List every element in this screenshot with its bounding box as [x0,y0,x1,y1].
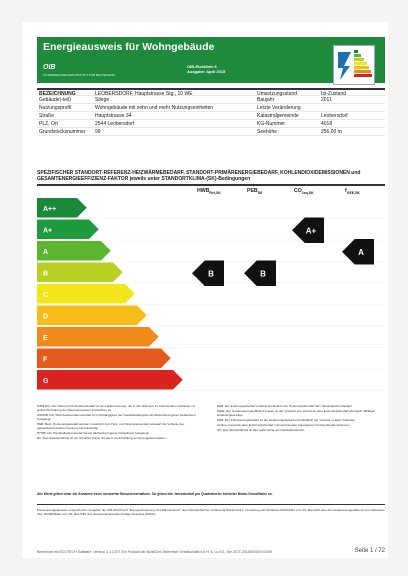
info-value-right: 256,00 m [321,129,342,135]
note-paragraph: EEB: Der Endenergiebedarf umfasst zusätzlich zum Heizenergiebedarf den Haushaltsstrombedarf. [217,404,353,408]
page-footer [37,550,385,554]
info-row [37,120,385,128]
scale-bar-label: D [43,313,49,321]
info-label: Gebäude(-teil) [39,97,71,103]
rating-arrow-co2 [292,218,324,244]
note-paragraph: HHSB: Der Haushaltsstrombedarf ist als flächenbezogener Defaultwert festgelegt. [37,431,150,435]
rating-scale-svg [37,184,385,394]
scale-bar-b [37,263,123,283]
info-label: PLZ, Ort [39,121,58,127]
info-label-right: Seehöhe [257,129,278,135]
rating-arrow-label: B [260,269,266,279]
note-paragraph: SK: Das Standortklima ist das reale Klima am Gebäudestandort. [217,428,306,432]
info-label: BEZEICHNUNG [39,91,76,97]
info-value: 2544 Leobersdorf [95,121,135,127]
notes-right-column [217,404,385,433]
scale-bar-aplus [37,220,99,240]
info-row [37,112,385,120]
info-value-right [321,104,385,111]
note-paragraph: CO2eq: Gesamte dem Endenergiebedarf zuzurechnenden äquivalenten Kohlendioxidemissionen. [217,423,351,427]
info-label-right: KG-Nummer [257,121,286,127]
info-label-right: Umsetzungsstand [257,91,298,97]
scale-bar-label: F [43,356,48,364]
scale-bar-label: A [43,248,49,256]
info-row [37,104,385,112]
scale-bar-a [37,241,111,261]
info-value-right: Ist-Zustand [321,91,347,97]
rating-arrow-label: A+ [305,226,317,236]
energy-rating-chart [37,184,385,394]
scale-bar-g [37,370,183,390]
certificate-title: Energieausweis für Wohngebäude [43,41,215,53]
column-header-co2: $CO_{2eq,SK}$ [294,188,314,196]
building-info-table [37,88,385,136]
scale-bar-f [37,349,171,369]
info-label: Nutzungsprofil [39,105,71,111]
scale-bar-label: E [43,334,48,342]
rating-arrow-peb [244,261,276,287]
info-value: 99 [95,129,101,135]
scale-bar-label: A++ [43,205,57,213]
rating-arrow-fgee [342,239,374,265]
legal-notice: Dieser Energieausweis entspricht den Vorgaben der OIB-Richtlinie 6 "Energieeinsparung und Wärmeschutz" des Österreichischen Instituts für Bautechnik in Umsetzung der Richtlinie 2010/31/EU vom 19. Mai 2010 über die Gesamtenergieeffizienz von Gebäuden bzw. 2018/844/EU vom 30. Mai 2018 und des Energieausweis-Vorlage-Gesetzes (EAVG). [37,504,385,516]
info-value: Wohngebäude mit zehn und mehr Nutzungseinheiten [95,105,214,111]
info-label-right: Katastralgemeinde [257,113,299,119]
directive-info [187,64,225,74]
energy-bars-icon [334,46,374,84]
page-number: Seite 1 / 72 [354,548,385,554]
column-header-peb: $PEB_{SK}$ [247,188,263,196]
section-heading: SPEZIFISCHER STANDORT-REFERENZ-HEIZWÄRMEBEDARF, STANDORT-PRIMÄRENERGIEBEDARF, KOHLENDIOXIDEMISSIONEN und GESAMTENERGIEEFFIZIENZ-FAKTOR jeweils unter STANDORTKLIMA-(SK)-Bedingungen [37,170,361,182]
info-row [37,88,385,96]
info-row [37,96,385,104]
note-paragraph: PEB: Der Primärenergiebedarf ist der Endenergiebedarf einschließlich der Verluste in allen Vorketten. [217,418,356,422]
note-paragraph: fGEE: Der Gesamtenergieeffizienz-Faktor ist der Quotient aus einerseits dem Endenergiebedarf abzüglich allfälliger Endenergieerträge. [217,409,376,417]
certificate-header [37,37,385,83]
rating-arrow-label: B [208,269,214,279]
directive-label: OIB-Richtlinie 6 [187,64,217,69]
scale-bar-aplusplus [37,198,87,218]
energy-label-logo [333,45,375,85]
info-row [37,128,385,136]
scale-bar-label: B [43,270,49,278]
info-value-right: 4018 [321,121,333,127]
scale-bar-label: C [43,291,49,299]
note-paragraph: HWB Ref: Der Referenz-Heizwärmebedarf ist jene Wärmemenge, die in den Räumen zu beheizenden Gebäude zur Aufrechterhaltung der Raumtemperatur zuzuführen ist. [37,404,196,412]
note-paragraph: WWWB: Der Warmwasserwärmebedarf ist in Abhängigkeit der Gebäudekategorie als flächenbezogener Defaultwert festgelegt. [37,413,196,421]
rating-arrow-hwb [192,261,224,287]
scale-bar-d [37,306,147,326]
info-label-right: Baujahr [257,97,275,103]
info-label: Grundstücksnummer [39,129,86,135]
scale-bar-c [37,284,135,304]
issue-label: Ausgabe: April 2015 [187,69,226,74]
scale-bar-label: G [43,377,49,385]
column-header-hwb: $HWB_{Ref,SK}$ [197,188,221,196]
info-label: Straße [39,113,55,119]
info-value: LEOBERSDORF, Hauptstrasse Stg., 10 WE [95,91,193,97]
scale-bar-e [37,327,159,347]
info-value: Hauptstrasse 34 [95,113,132,119]
info-label-right: Letzte Veränderung [257,105,301,111]
column-header-fgee: $f_{GEE,SK}$ [345,188,360,196]
energy-certificate-page [22,22,388,558]
info-value-right: 2011 [321,97,332,103]
normalized-usage-note: Alle Werte gelten unter der Annahme eines normierten Benutzerverhaltens. Sie geben den Jahresbedarf pro Quadratmeter beheizter Brutto-Grundfläche an. [37,492,273,496]
rating-arrow-label: A [358,247,364,257]
oib-logo-subtitle: ÖSTERREICHISCHES INSTITUT FÜR BAUTECHNIK [43,73,116,77]
note-paragraph: HEB: Beim Heizenergiebedarf werden zusätzlich zum Heiz- und Warmwasserwärmebedarf die Verluste des gebäudetechnischen Systems berücksichtigt. [37,422,185,430]
notes-left-column [37,404,205,441]
note-paragraph: RK: Das Referenzklima ist ein virtuelles Klima. Es dient zur Ermittlung von Energiekennzahlen. [37,436,167,440]
definitions-notes [37,404,385,484]
info-value-right: Leobersdorf [321,113,348,119]
scale-bar-label: A+ [43,227,53,235]
oib-logo-text: OIB [43,64,56,71]
software-credit: Berechnet mit ECOTECH Software, Version 3.3.1370. Ein Produkt der BuildCert Österreich Gesellschaft m.b.H. & Co.KG, Ser.-ECT-201480290XX4309 [37,550,272,554]
info-value: Stiege [95,97,110,103]
